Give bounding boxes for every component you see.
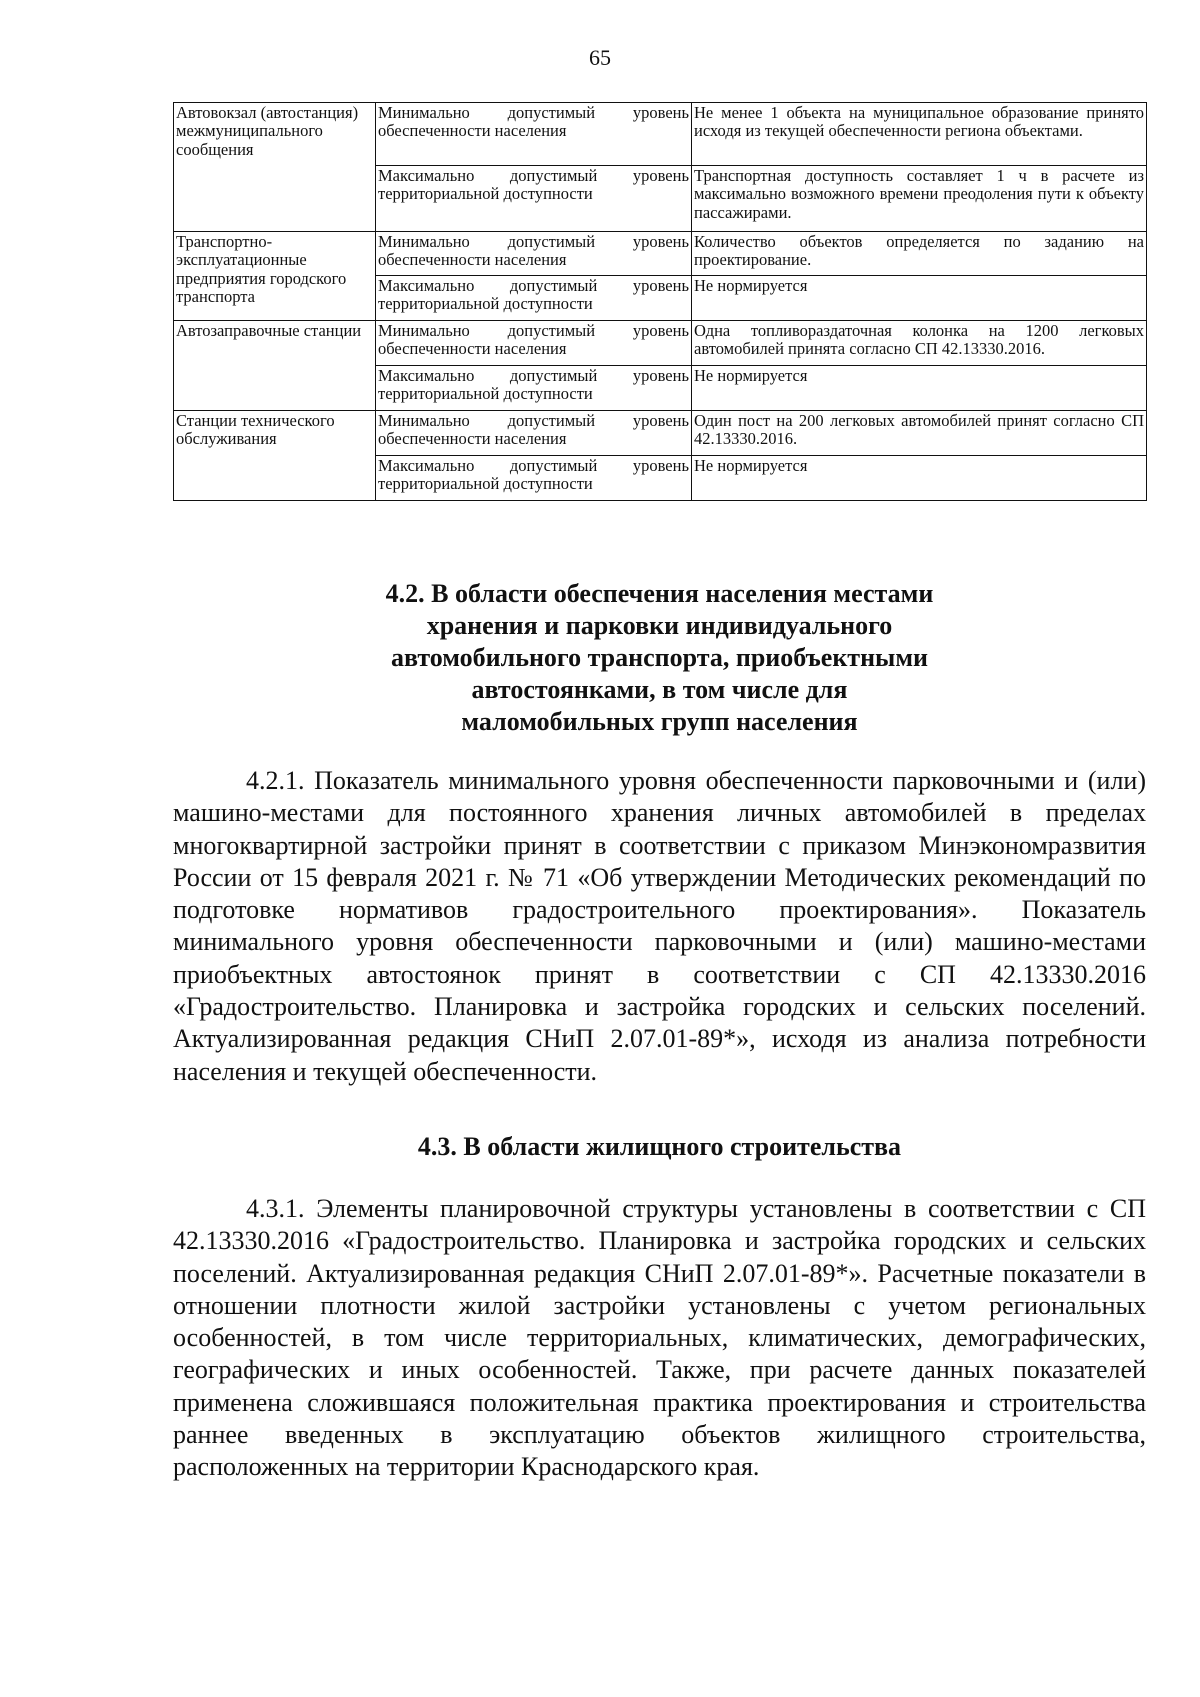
object-name: Автозаправочные станции <box>176 321 362 340</box>
indicator-cell <box>376 103 692 166</box>
object-cell <box>174 103 376 232</box>
value-cell <box>692 366 1147 411</box>
paragraph-4-3-1: 4.3.1. Элементы планировочной структуры установлены в соответствии с СП 42.13330.2016 «Градостроительство. Планировка и застройка городских и сельских поселений. Актуализированная редакция СНиП 2.07.01-89*». Расчетные показатели в отношении плотности жилой застройки установлены с учетом региональных особенностей, в том числе территориальных, климатических, демографических, географических и иных особенностей. Также, при расчете данных показателей применена сложившаяся положительная практика проектирования и строительства раннее введенных в эксплуатацию объектов жилищного строительства, расположенных на территории Краснодарского края. <box>173 1194 1146 1482</box>
indicator-cell <box>376 456 692 501</box>
indicator-value: Не нормируется <box>694 456 808 475</box>
heading-line: хранения и парковки индивидуального <box>426 611 893 640</box>
value-cell <box>692 166 1147 232</box>
object-cell <box>174 321 376 411</box>
paragraph-4-2-1: 4.2.1. Показатель минимального уровня обеспеченности парковочными и (или) машино-местами для постоянного хранения личных автомобилей в пределах многоквартирной застройки принят в соответствии с приказом Минэкономразвития России от 15 февраля 2021 г. № 71 «Об утверждении Методических рекомендаций по подготовке нормативов градостроительного проектирования». Показатель минимального уровня обеспеченности парковочными и (или) машино-местами приобъектных автостоянок принят в соответствии с СП 42.13330.2016 «Градостроительство. Планировка и застройка городских и сельских поселений. Актуализированная редакция СНиП 2.07.01-89*», исходя из анализа потребности населения и текущей обеспеченности. <box>173 766 1146 1086</box>
indicator-value: Количество объектов определяется по заданию на проектирование. <box>694 232 1144 270</box>
indicator-value: Одна топливораздаточная колонка на 1200 легковых автомобилей принята согласно СП 42.13330.2016. <box>694 321 1144 359</box>
indicator-label: Максимально допустимый уровень территориальной доступности <box>378 166 689 204</box>
object-cell <box>174 411 376 501</box>
heading-line: 4.2. В области обеспечения населения местами <box>385 579 934 608</box>
norms-table <box>173 102 1147 501</box>
value-cell <box>692 232 1147 276</box>
indicator-label: Минимально допустимый уровень обеспеченности населения <box>378 321 689 359</box>
heading-line: автомобильного транспорта, приобъектными <box>390 643 929 672</box>
indicator-value: Не менее 1 объекта на муниципальное образование принято исходя из текущей обеспеченности региона объектами. <box>694 103 1144 141</box>
indicator-label: Максимально допустимый уровень территориальной доступности <box>378 366 689 404</box>
section-heading-4-2 <box>173 578 1146 738</box>
object-cell <box>174 232 376 321</box>
section-heading-4-3: 4.3. В области жилищного строительства <box>417 1132 902 1161</box>
value-cell <box>692 456 1147 501</box>
object-name: Автовокзал (автостанция) межмуниципального сообщения <box>176 103 359 159</box>
value-cell <box>692 103 1147 166</box>
heading-line: маломобильных групп населения <box>461 707 858 736</box>
object-name: Станции технического обслуживания <box>176 411 335 449</box>
value-cell <box>692 411 1147 456</box>
indicator-value: Один пост на 200 легковых автомобилей принят согласно СП 42.13330.2016. <box>694 411 1144 449</box>
indicator-cell <box>376 366 692 411</box>
indicator-cell <box>376 232 692 276</box>
indicator-label: Минимально допустимый уровень обеспеченности населения <box>378 411 689 449</box>
indicator-label: Минимально допустимый уровень обеспеченности населения <box>378 103 689 141</box>
heading-line: автостоянками, в том числе для <box>471 675 848 704</box>
object-name: Транспортно-эксплуатационные предприятия городского транспорта <box>176 232 347 307</box>
value-cell <box>692 276 1147 321</box>
indicator-label: Максимально допустимый уровень территориальной доступности <box>378 276 689 314</box>
indicator-cell <box>376 276 692 321</box>
indicator-cell <box>376 411 692 456</box>
indicator-value: Не нормируется <box>694 366 808 385</box>
table-row <box>174 411 1147 456</box>
table-row <box>174 321 1147 366</box>
indicator-cell <box>376 321 692 366</box>
table-row <box>174 232 1147 276</box>
indicator-label: Максимально допустимый уровень территориальной доступности <box>378 456 689 494</box>
table-row <box>174 103 1147 166</box>
indicator-label: Минимально допустимый уровень обеспеченности населения <box>378 232 689 270</box>
page-number: 65 <box>589 45 611 70</box>
value-cell <box>692 321 1147 366</box>
indicator-value: Транспортная доступность составляет 1 ч в расчете из максимально возможного времени преодоления пути к объекту пассажирами. <box>694 166 1144 222</box>
indicator-value: Не нормируется <box>694 276 808 295</box>
indicator-cell <box>376 166 692 232</box>
